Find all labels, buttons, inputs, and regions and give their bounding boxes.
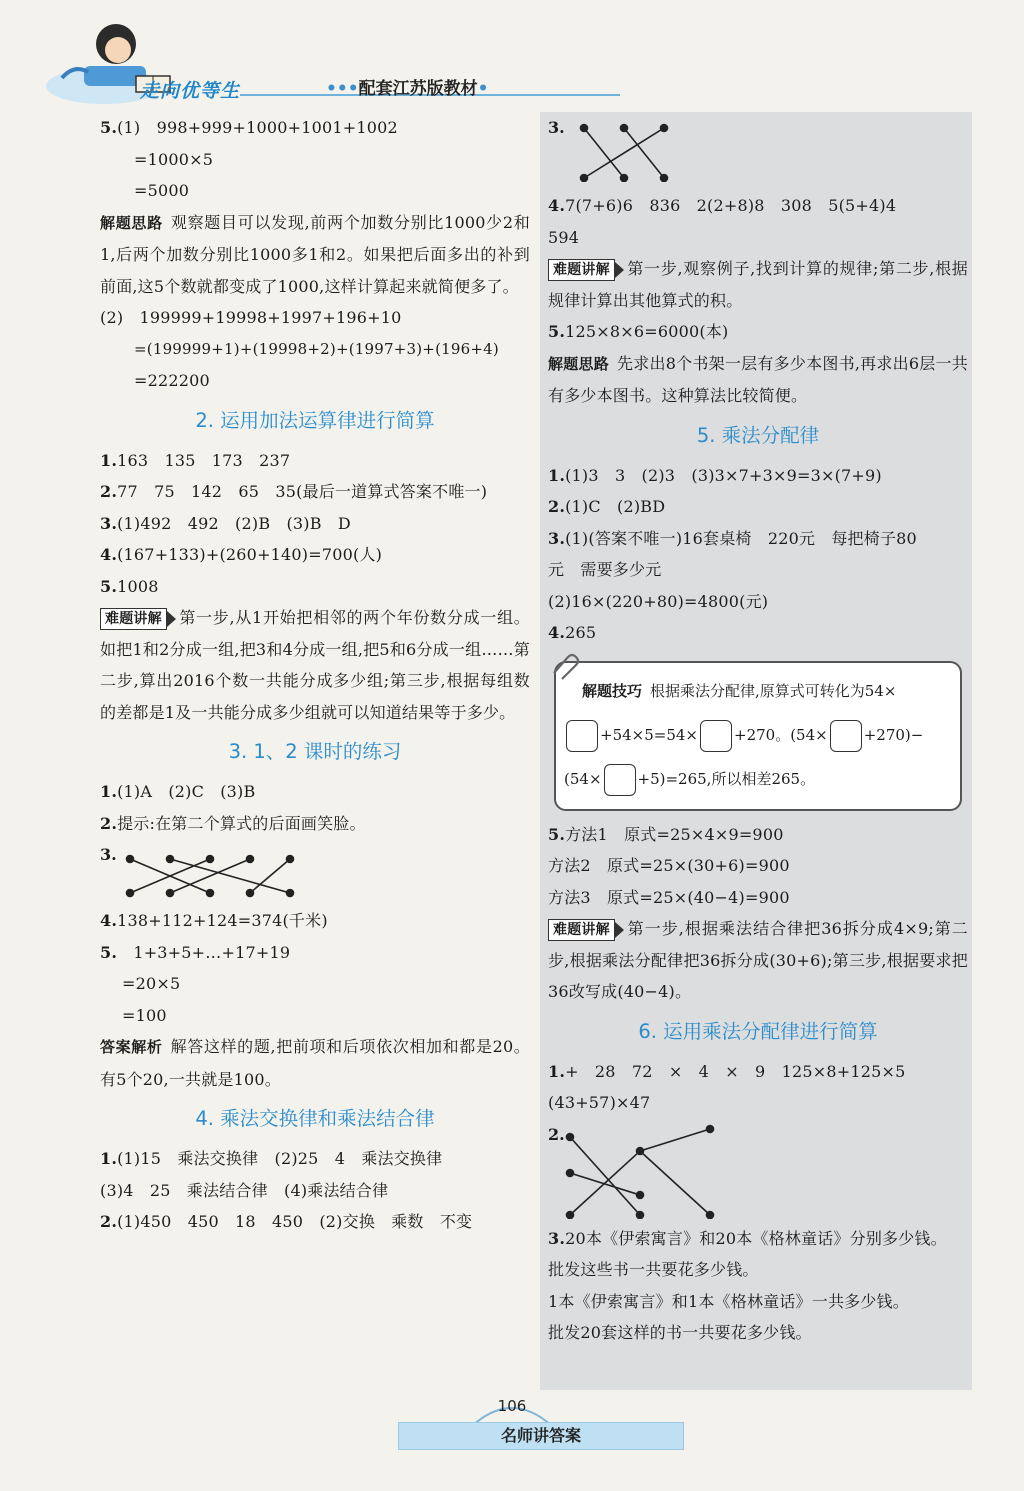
answer-line: (2) 199999+19998+1997+196+10: [100, 308, 402, 327]
answer-line: (43+57)×47: [548, 1093, 651, 1112]
section-title: 6. 运用乘法分配律进行简算: [638, 1019, 878, 1043]
answer-line: 5.方法1 原式=25×4×9=900: [548, 824, 784, 844]
header-subtitle: [326, 74, 488, 99]
answer-line: (2)16×(220+80)=4800(元): [548, 591, 769, 611]
answer-line: 批发这些书一共要花多少钱。: [548, 1260, 759, 1279]
explanation-paragraph: 答案解析 解答这样的题,把前项和后项依次相加和都是20。有5个20,一共就是100。: [100, 1037, 530, 1089]
answer-line: 2.(1)450 450 18 450 (2)交换 乘数 不变: [100, 1212, 473, 1231]
answer-line: (3)4 25 乘法结合律 (4)乘法结合律: [100, 1180, 389, 1200]
blank-box: [830, 720, 862, 752]
tag-label: 解题思路: [100, 213, 163, 232]
tag-label: 难题讲解: [548, 919, 615, 941]
matching-diagram-block: 3.: [100, 839, 530, 905]
answer-line: 1.163 135 173 237: [100, 450, 291, 470]
subtitle-text: 配套江苏版教材: [358, 79, 478, 99]
answer-line: 3.(1)492 492 (2)B (3)B D: [100, 513, 351, 533]
answer-line: =20×5: [122, 974, 181, 993]
dots-decoration: •••: [326, 79, 359, 99]
footer-label: 名师讲答案: [398, 1422, 684, 1450]
section-title: 2. 运用加法运算律进行简算: [195, 408, 435, 432]
tip-line: +54×5=54× +270。(54× +270)−: [564, 713, 952, 757]
dot-decoration: •: [477, 79, 489, 99]
section-title: 5. 乘法分配律: [696, 423, 820, 447]
answer-line: 1本《伊索寓言》和1本《格林童话》一共多少钱。: [548, 1291, 909, 1311]
answer-line: 1.(1)A (2)C (3)B: [100, 782, 256, 801]
tag-label: 难题讲解: [100, 608, 167, 630]
tip-line: (54× +5)=265,所以相差265。: [564, 757, 952, 801]
answer-line: 3.(1)(答案不唯一)16套桌椅 220元 每把椅子80: [548, 528, 917, 548]
matching-diagram: [560, 1123, 730, 1219]
answer-line: 4.138+112+124=374(千米): [100, 911, 328, 930]
answer-line: 594: [548, 227, 580, 247]
answer-line: 2.提示:在第二个算式的后面画笑脸。: [100, 813, 366, 833]
answer-line: 4.7(7+6)6 836 2(2+8)8 308 5(5+4)4: [548, 196, 897, 215]
section-title: 4. 乘法交换律和乘法结合律: [195, 1107, 435, 1130]
answer-line: 批发20套这样的书一共要花多少钱。: [548, 1323, 812, 1342]
answer-line: 2.77 75 142 65 35(最后一道算式答案不唯一): [100, 482, 488, 501]
explanation-paragraph: 难题讲解 第一步,根据乘法结合律把36拆分成4×9;第二步,根据乘法分配律把36拆分成(30+6);第三步,根据要求把36改写成(40−4)。: [548, 919, 968, 1001]
answer-line: 1.(1)15 乘法交换律 (2)25 4 乘法交换律: [100, 1149, 443, 1168]
answer-line: =222200: [134, 371, 210, 390]
explanation-paragraph: 解题思路 观察题目可以发现,前两个加数分别比1000少2和1,后两个加数分别比1000多1和2。如果把后面多出的补到前面,这5个数就都变成了1000,这样计算起来就简便多了。: [100, 212, 530, 296]
section-title: 3. 1、2 课时的练习: [228, 740, 402, 763]
answer-line: 1.(1)3 3 (2)3 (3)3×7+3×9=3×(7+9): [548, 465, 882, 485]
answer-line: 5. 1+3+5+…+17+19: [100, 942, 291, 962]
answer-line: 2.(1)C (2)BD: [548, 497, 666, 516]
answer-line: =5000: [134, 181, 190, 200]
tag-label: 答案解析: [100, 1038, 163, 1056]
right-column: [540, 112, 972, 1390]
tag-label: 难题讲解: [548, 259, 615, 281]
answer-line: =100: [122, 1005, 167, 1025]
answer-line: 3.20本《伊索寓言》和20本《格林童话》分别多少钱。: [548, 1228, 947, 1248]
page-number: 106: [497, 1397, 527, 1415]
answer-line: =(199999+1)+(19998+2)+(1997+3)+(196+4): [134, 339, 499, 358]
matching-diagram-block: 3.: [548, 112, 968, 190]
answer-line: =1000×5: [134, 149, 214, 169]
blank-box: [566, 720, 598, 752]
answer-line: 4.265: [548, 623, 597, 642]
answer-line: 方法2 原式=25×(30+6)=900: [548, 856, 790, 875]
answer-line: 1.+ 28 72 × 4 × 9 125×8+125×5: [548, 1061, 906, 1081]
answer-line: 5.(1) 998+999+1000+1001+1002: [100, 118, 398, 137]
answer-line: 4.(167+133)+(260+140)=700(人): [100, 545, 383, 564]
answer-line: 5.125×8×6=6000(本): [548, 322, 729, 341]
matching-diagram-block: 2.: [548, 1119, 968, 1223]
explanation-paragraph: 解题思路 先求出8个书架一层有多少本图书,再求出6层一共有多少本图书。这种算法比较简便。: [548, 353, 968, 405]
matching-diagram: [568, 118, 678, 182]
tag-label: 解题思路: [548, 354, 609, 373]
answer-line: 元 需要多少元: [548, 560, 662, 579]
tip-line: 解题技巧 根据乘法分配律,原算式可转化为54×: [582, 681, 897, 700]
left-column: [100, 112, 530, 1238]
series-logo-text: 走向优等生: [140, 80, 241, 102]
answer-line: 5.1008: [100, 576, 159, 596]
page-header: [0, 0, 1024, 118]
answer-line: 方法3 原式=25×(40−4)=900: [548, 887, 790, 907]
blank-box: [604, 764, 636, 796]
blank-box: [700, 720, 732, 752]
explanation-paragraph: 难题讲解 第一步,观察例子,找到计算的规律;第二步,根据规律计算出其他算式的积。: [548, 259, 968, 310]
matching-diagram: [124, 843, 304, 901]
tip-box: [554, 661, 962, 811]
paperclip-icon: [548, 651, 582, 681]
explanation-paragraph: 难题讲解 第一步,从1开始把相邻的两个年份数分成一组。如把1和2分成一组,把3和4分成一组,把5和6分成一组……第二步,算出2016个数一共能分成多少组;第三步,根据每组数的差都是1及一共能分成多少组就可以知道结果等于多少。: [100, 608, 530, 722]
tag-label: 解题技巧: [582, 681, 643, 700]
